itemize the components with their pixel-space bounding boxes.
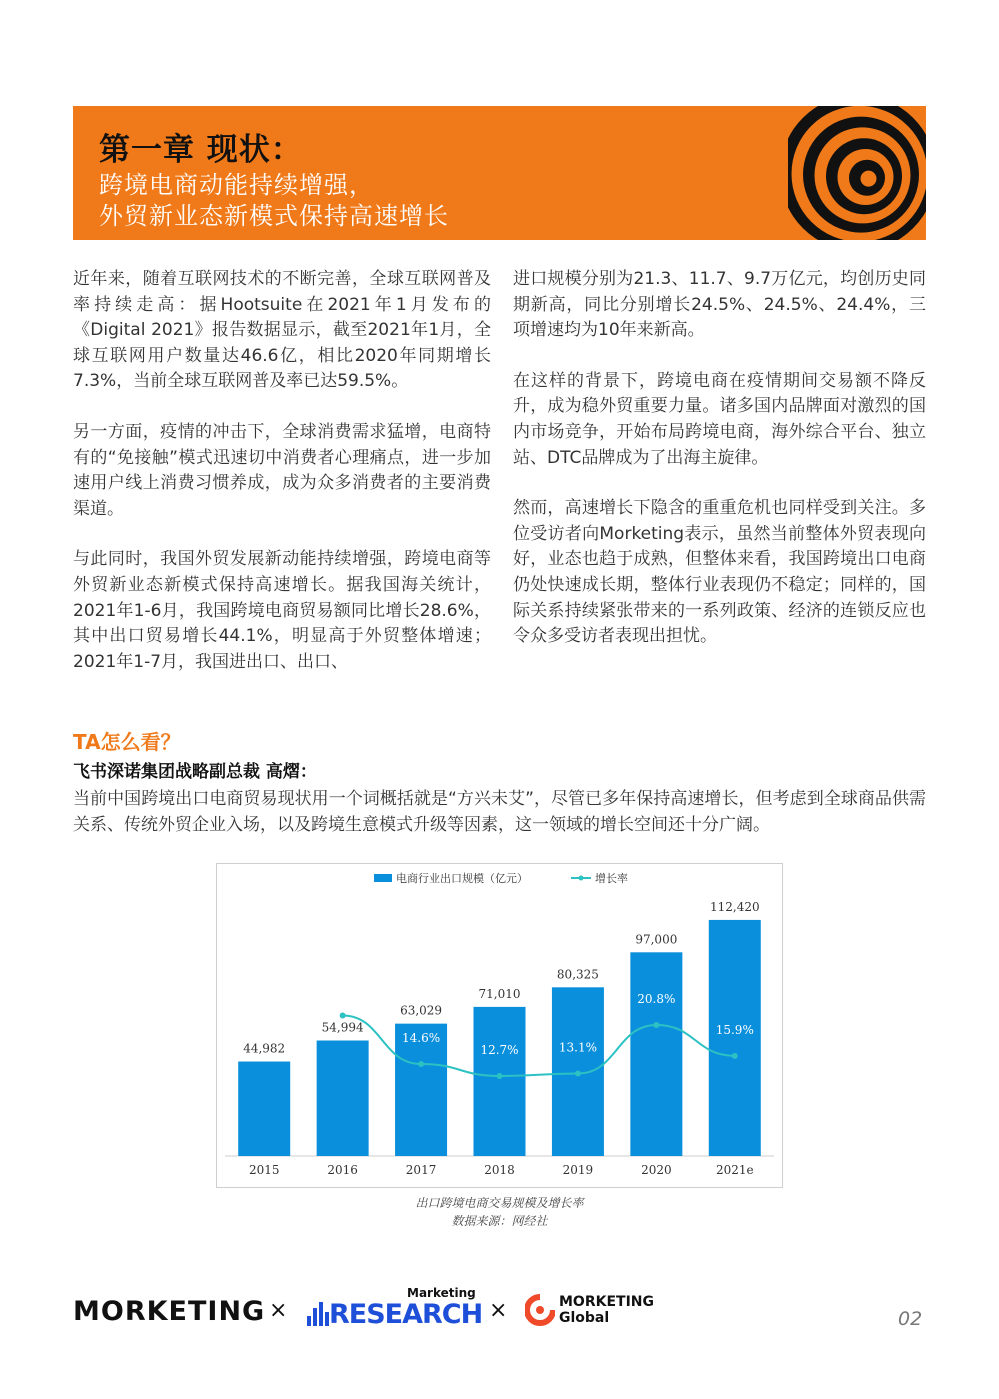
global-logo-line-1: MORKETING	[559, 1294, 654, 1310]
growth-label: 22.3%	[323, 982, 362, 997]
bar-value-label: 112,420	[709, 899, 760, 914]
x-tick-label: 2019	[562, 1163, 594, 1177]
global-logo-line-2: Global	[559, 1310, 610, 1326]
research-logo	[307, 1286, 483, 1336]
growth-label: 15.9%	[715, 1022, 754, 1037]
research-logo-small-text: Marketing	[407, 1286, 476, 1300]
page-number: 02	[898, 1308, 923, 1330]
x-tick-label: 2021e	[715, 1163, 754, 1177]
x-tick-label: 2018	[484, 1163, 515, 1177]
chart-source: 数据来源：网经社	[451, 1214, 548, 1228]
bar	[630, 952, 682, 1156]
x-tick-label: 2015	[248, 1163, 280, 1177]
times-icon: ×	[269, 1298, 288, 1323]
footer-logos	[73, 1286, 926, 1340]
growth-label: 20.8%	[637, 991, 676, 1006]
x-tick-label: 2020	[641, 1163, 672, 1177]
x-tick-label: 2017	[405, 1163, 437, 1177]
paragraph: 进口规模分别为21.3、11.7、9.7万亿元，均创历史同期新高，同比分别增长24.5%、24.5%、24.4%，三项增速均为10年来新高。	[513, 269, 926, 341]
quote-text: 当前中国跨境出口电商贸易现状用一个词概括就是“方兴未艾”，尽管已多年保持高速增长，但考虑到全球商品供需关系、传统外贸企业入场，以及跨境生意模式升级等因素，这一领域的增长空间还十分广阔。	[73, 789, 926, 835]
growth-point	[575, 1070, 581, 1076]
morketing-global-logo	[525, 1294, 675, 1334]
chapter-title: 第一章 现状：	[99, 132, 303, 168]
paragraph: 另一方面，疫情的冲击下，全球消费需求猛增，电商特有的“免接触”模式迅速切中消费者心理痛点，进一步加速用户线上消费习惯养成，成为众多消费者的主要消费渠道。	[73, 421, 491, 519]
legend-label: 增长率	[595, 872, 628, 885]
chapter-banner	[73, 106, 926, 240]
chart-container	[216, 863, 783, 1188]
growth-point	[497, 1073, 503, 1079]
body-column-right	[513, 267, 926, 675]
morketing-global-mark-icon	[525, 1294, 555, 1326]
subtitle-line-1: 跨境电商动能持续增强，	[99, 171, 374, 199]
bar-icon	[307, 1302, 329, 1326]
bar	[709, 920, 761, 1156]
paragraph: 近年来，随着互联网技术的不断完善，全球互联网普及率持续走高：据Hootsuite在2021年1月发布的《Digital 2021》报告数据显示，截至2021年1月，全球互联网用户数量达46.6亿，相比2020年同期增长7.3%，当前全球互联网普及率已达59.5%。	[73, 269, 491, 392]
bar-value-label: 44,982	[243, 1041, 286, 1056]
section-heading: TA怎么看？	[73, 730, 181, 754]
growth-point	[732, 1053, 738, 1059]
growth-label: 13.1%	[558, 1040, 597, 1055]
bar	[317, 1041, 369, 1156]
bar	[474, 1007, 526, 1156]
growth-label: 12.7%	[480, 1042, 519, 1057]
bar-value-label: 63,029	[400, 1003, 443, 1018]
research-logo-text: RESEARCH	[329, 1299, 483, 1330]
body-column-left	[73, 267, 491, 700]
growth-label: 14.6%	[402, 1031, 441, 1046]
paragraph: 与此同时，我国外贸发展新动能持续增强，跨境电商等外贸新业态新模式保持高速增长。据我国海关统计，2021年1-6月，我国跨境电商贸易额同比增长28.6%，其中出口贸易增长44.1%，明显高于外贸整体增速；2021年1-7月，我国进出口、出口、	[73, 549, 491, 672]
bar-value-label: 71,010	[478, 986, 521, 1001]
legend-bar-swatch	[374, 874, 392, 882]
subtitle-line-2: 外贸新业态新模式保持高速增长	[99, 202, 449, 230]
paragraph: 在这样的背景下，跨境电商在疫情期间交易额不降反升，成为稳外贸重要力量。诸多国内品牌面对激烈的国内市场竞争，开始布局跨境电商，海外综合平台、独立站、DTC品牌成为了出海主旋律。	[513, 370, 926, 468]
spiral-graphic-icon	[788, 106, 926, 240]
bar	[238, 1062, 290, 1156]
bar-value-label: 80,325	[556, 967, 599, 982]
morketing-logo: MORKETING	[73, 1296, 266, 1327]
growth-point	[418, 1061, 424, 1067]
growth-point	[340, 1013, 346, 1019]
paragraph: 然而，高速增长下隐含的重重危机也同样受到关注。多位受访者向Morketing表示，虽然当前整体外贸表现向好，业态也趋于成熟，但整体来看，我国跨境出口电商仍处快速成长期，整体行业表现仍不稳定；同样的，国际关系持续紧张带来的一系列政策、经济的连锁反应也令众多受访者表现出担忧。	[513, 498, 926, 647]
legend-label: 电商行业出口规模（亿元）	[396, 872, 528, 885]
chart-caption: 出口跨境电商交易规模及增长率	[415, 1196, 584, 1210]
times-icon: ×	[489, 1298, 508, 1323]
growth-point	[653, 1022, 659, 1028]
x-tick-label: 2016	[327, 1163, 358, 1177]
chapter-subtitle	[99, 170, 449, 232]
bar-value-label: 97,000	[635, 932, 678, 947]
legend-line-marker	[579, 876, 584, 881]
bar-line-chart	[217, 864, 782, 1187]
bar-value-label: 54,994	[321, 1020, 364, 1035]
speaker-name: 飞书深诺集团战略副总裁 高熠：	[73, 762, 317, 782]
